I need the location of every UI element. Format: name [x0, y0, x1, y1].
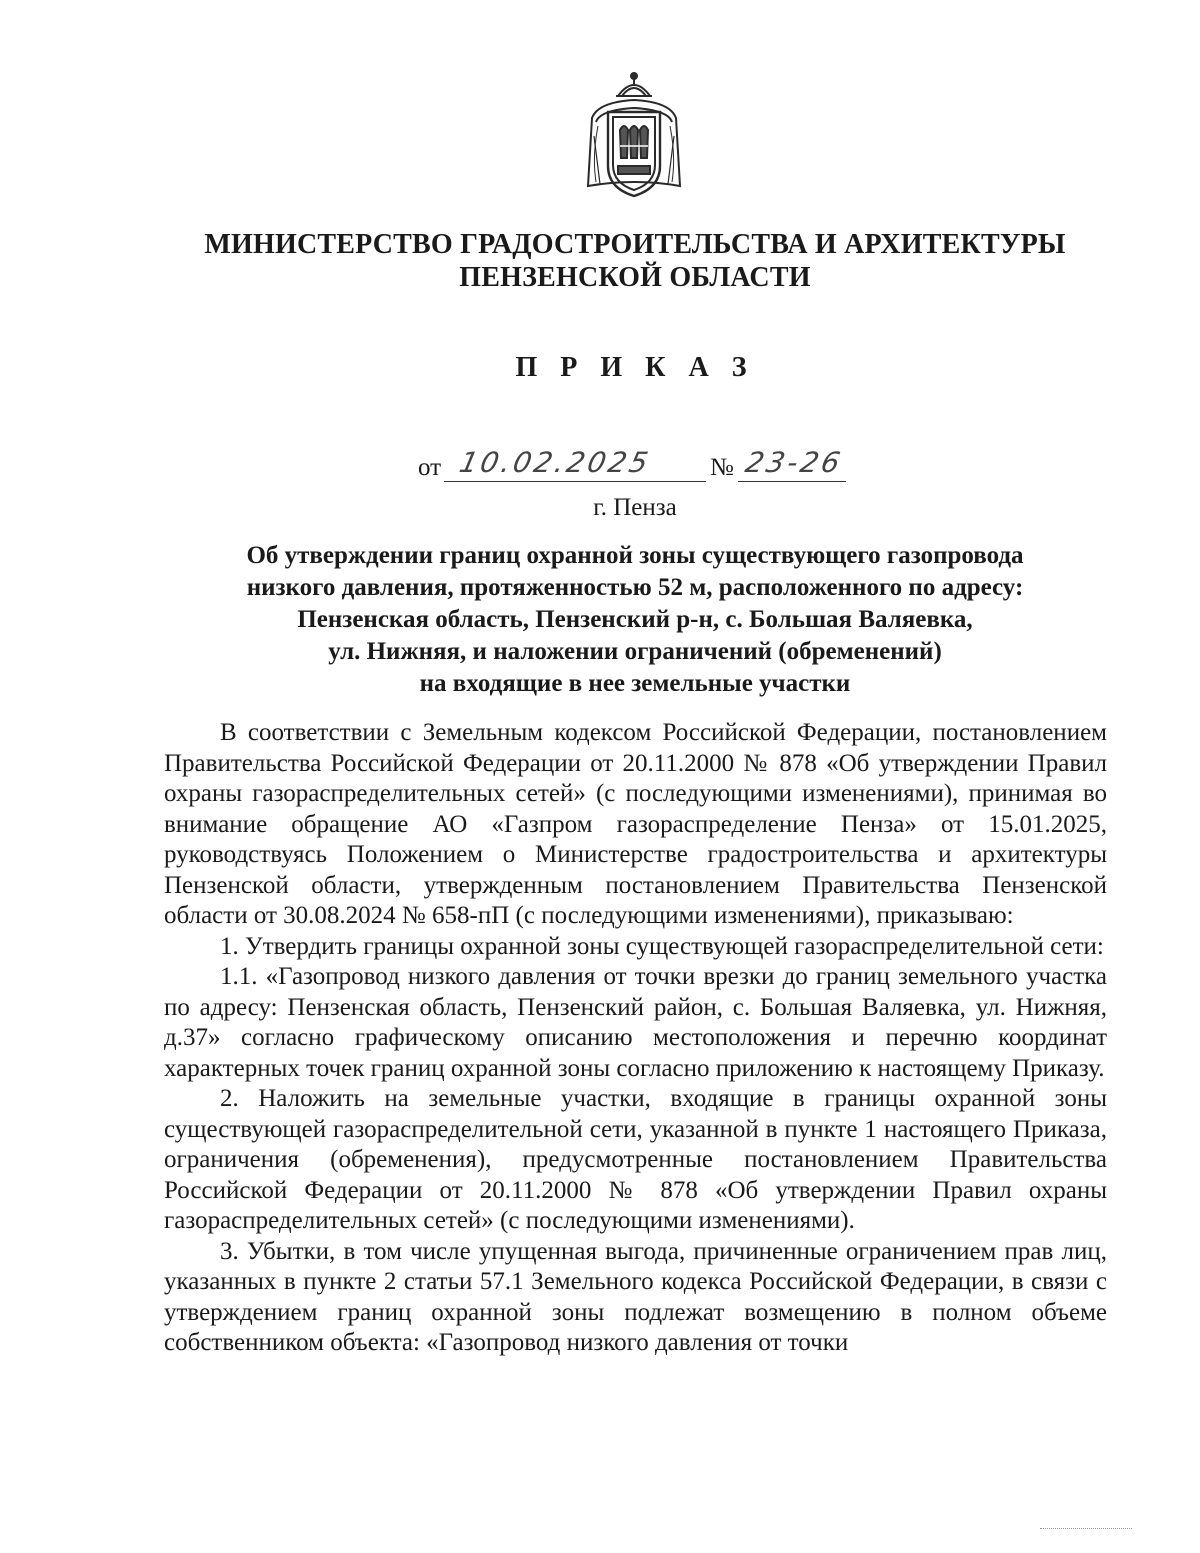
item-3-paragraph: 3. Убытки, в том числе упущенная выгода, причиненные ограничением прав лиц, указанных в пункте 2 статьи 57.1 Земельного кодекса Российской Федерации, в связи с утверждением границ охранной зоны подлежат возмещению в полном объеме собственником объекта: «Газопровод низкого давления от точки	[164, 1237, 1107, 1356]
date-number-row	[418, 446, 858, 486]
document-type-title: П Р И К А З	[515, 352, 755, 383]
subject-line-5: на входящие в нее земельные участки	[419, 670, 851, 697]
item-1-1-paragraph: 1.1. «Газопровод низкого давления от точки врезки до границ земельного участка по адресу: Пензенская область, Пензенский район, с. Большая Валяевка, ул. Нижняя, д.37» согласно графическому описанию местоположения и перечню координат характерных точек границ охранной зоны согласно приложению к настоящему Приказу.	[164, 963, 1107, 1082]
preamble-paragraph: В соответствии с Земельным кодексом Российской Федерации, постановлением Правительства Российской Федерации от 20.11.2000 № 878 «Об утверждении Правил охраны газораспределительных сетей» (с последующими изменениями), принимая во внимание обращение АО «Газпром газораспределение Пенза» от 15.01.2025, руководствуясь Положением о Министерстве градостроительства и архитектуры Пензенской области, утвержденным постановлением Правительства Пензенской области от 30.08.2024 № 658-пП (с последующими изменениями), приказываю:	[164, 719, 1107, 929]
city-name: г. Пенза	[593, 494, 677, 521]
number-handwritten: 23-26	[742, 446, 846, 479]
date-label: от	[418, 454, 442, 481]
order-subject	[185, 540, 1085, 700]
subject-line-4: ул. Нижняя, и наложении ограничений (обременений)	[328, 638, 942, 665]
ministry-line-2: ПЕНЗЕНСКОЙ ОБЛАСТИ	[459, 262, 811, 293]
coat-of-arms-icon	[578, 66, 690, 206]
subject-line-3: Пензенская область, Пензенский р-н, с. Большая Валяевка,	[297, 606, 973, 633]
subject-line-2: низкого давления, протяженностью 52 м, расположенного по адресу:	[246, 574, 1024, 601]
ministry-name	[180, 228, 1090, 294]
order-body	[164, 718, 1107, 1359]
ministry-line-1: МИНИСТЕРСТВО ГРАДОСТРОИТЕЛЬСТВА И АРХИТЕКТУРЫ	[204, 229, 1066, 260]
scan-corner-mark	[1040, 1528, 1132, 1529]
number-underline	[738, 481, 846, 482]
item-1-paragraph: 1. Утвердить границы охранной зоны существующей газораспределительной сети:	[220, 932, 1104, 960]
date-handwritten: 10.02.2025	[456, 446, 654, 479]
date-underline	[444, 481, 706, 482]
item-2-paragraph: 2. Наложить на земельные участки, входящие в границы охранной зоны существующей газораспределительной сети, указанной в пункте 1 настоящего Приказа, ограничения (обременения), предусмотренные постановлением Правительства Российской Федерации от 20.11.2000 № 878 «Об утверждении Правил охраны газораспределительных сетей» (с последующими изменениями).	[164, 1085, 1107, 1234]
number-label: №	[710, 454, 734, 481]
subject-line-1: Об утверждении границ охранной зоны существующего газопровода	[246, 542, 1024, 569]
